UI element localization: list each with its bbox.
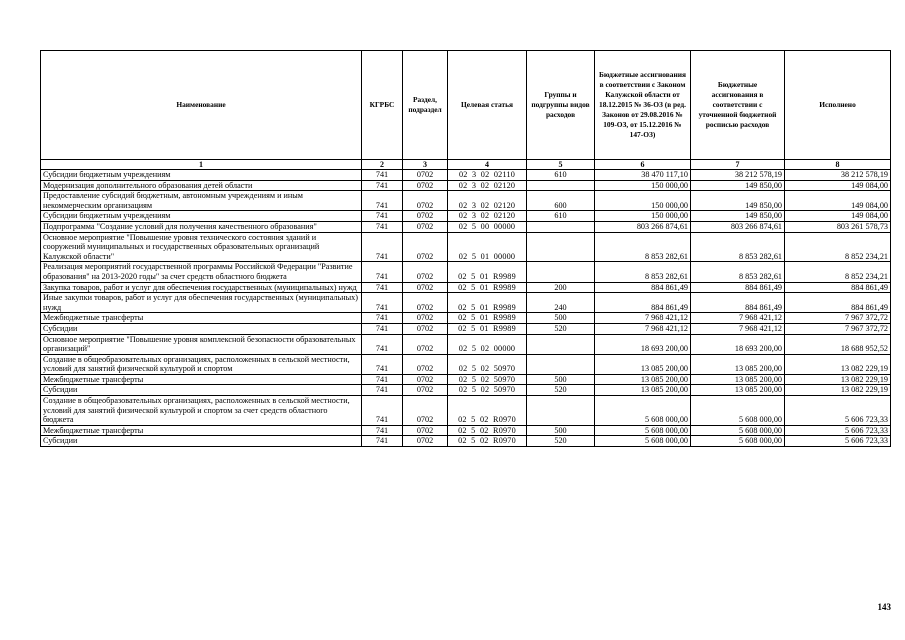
row-section: 0702 [403, 354, 448, 374]
row-budget-law: 7 968 421,12 [595, 323, 691, 334]
row-target: 02 3 02 02120 [448, 211, 527, 222]
row-name: Субсидии бюджетным учреждениям [41, 170, 362, 181]
row-target: 02 5 00 00000 [448, 221, 527, 232]
row-group: 520 [527, 436, 595, 447]
row-name: Субсидии бюджетным учреждениям [41, 211, 362, 222]
row-name: Предоставление субсидий бюджетным, автономным учреждениям и иным некоммерческим организациям [41, 191, 362, 211]
row-section: 0702 [403, 313, 448, 324]
row-name: Основное мероприятие "Повышение уровня технического состояния зданий и сооружений муниципальных и государственных образовательных организаций Калужской области" [41, 232, 362, 262]
header-row [41, 51, 891, 160]
row-kgrbs: 741 [362, 282, 403, 293]
row-section: 0702 [403, 221, 448, 232]
column-number: 4 [448, 160, 527, 170]
row-section: 0702 [403, 425, 448, 436]
row-budget-refined: 5 608 000,00 [691, 425, 785, 436]
row-budget-law: 5 608 000,00 [595, 436, 691, 447]
column-number: 7 [691, 160, 785, 170]
table-row [41, 385, 891, 396]
header-budget-refined: Бюджетные ассигнования в соответствии с уточненной бюджетной росписью расходов [691, 51, 785, 160]
table-row [41, 211, 891, 222]
row-executed: 13 082 229,19 [785, 354, 891, 374]
header-section: Раздел, подраздел [403, 51, 448, 160]
table-row [41, 334, 891, 354]
row-target: 02 5 01 R9989 [448, 313, 527, 324]
row-target: 02 3 02 02110 [448, 170, 527, 181]
row-target: 02 5 01 R9989 [448, 293, 527, 313]
row-executed: 8 852 234,21 [785, 232, 891, 262]
row-target: 02 5 01 R9989 [448, 282, 527, 293]
column-number: 6 [595, 160, 691, 170]
row-budget-refined: 38 212 578,19 [691, 170, 785, 181]
table-row [41, 232, 891, 262]
row-group [527, 221, 595, 232]
table-row [41, 396, 891, 426]
row-budget-law: 13 085 200,00 [595, 354, 691, 374]
row-section: 0702 [403, 211, 448, 222]
header-executed: Исполнено [785, 51, 891, 160]
row-budget-refined: 884 861,49 [691, 282, 785, 293]
budget-execution-table [40, 50, 891, 447]
row-target: 02 3 02 02120 [448, 191, 527, 211]
row-group: 500 [527, 425, 595, 436]
row-name: Субсидии [41, 385, 362, 396]
row-executed: 7 967 372,72 [785, 323, 891, 334]
row-section: 0702 [403, 180, 448, 191]
row-kgrbs: 741 [362, 211, 403, 222]
row-budget-refined: 149 850,00 [691, 211, 785, 222]
row-target: 02 5 01 00000 [448, 232, 527, 262]
row-group [527, 396, 595, 426]
row-kgrbs: 741 [362, 170, 403, 181]
row-budget-refined: 149 850,00 [691, 191, 785, 211]
row-target: 02 5 02 R0970 [448, 436, 527, 447]
row-group [527, 354, 595, 374]
row-budget-refined: 8 853 282,61 [691, 262, 785, 282]
row-kgrbs: 741 [362, 354, 403, 374]
row-group: 500 [527, 374, 595, 385]
table-row [41, 293, 891, 313]
row-section: 0702 [403, 436, 448, 447]
row-budget-refined: 803 266 874,61 [691, 221, 785, 232]
row-name: Межбюджетные трансферты [41, 425, 362, 436]
row-executed: 884 861,49 [785, 293, 891, 313]
row-group: 500 [527, 313, 595, 324]
row-target: 02 5 02 50970 [448, 374, 527, 385]
row-budget-law: 5 608 000,00 [595, 396, 691, 426]
row-executed: 884 861,49 [785, 282, 891, 293]
row-group [527, 232, 595, 262]
row-group [527, 262, 595, 282]
row-budget-law: 13 085 200,00 [595, 374, 691, 385]
header-target: Целевая статья [448, 51, 527, 160]
row-name: Межбюджетные трансферты [41, 374, 362, 385]
row-name: Подпрограмма "Создание условий для получения качественного образования" [41, 221, 362, 232]
row-budget-law: 884 861,49 [595, 293, 691, 313]
row-section: 0702 [403, 334, 448, 354]
row-budget-refined: 13 085 200,00 [691, 354, 785, 374]
row-budget-law: 803 266 874,61 [595, 221, 691, 232]
table-row [41, 180, 891, 191]
row-name: Иные закупки товаров, работ и услуг для обеспечения государственных (муниципальных) нужд [41, 293, 362, 313]
row-group: 240 [527, 293, 595, 313]
row-executed: 149 084,00 [785, 211, 891, 222]
row-budget-refined: 13 085 200,00 [691, 374, 785, 385]
row-budget-refined: 13 085 200,00 [691, 385, 785, 396]
row-name: Основное мероприятие "Повышение уровня комплексной безопасности образовательных организаций" [41, 334, 362, 354]
row-kgrbs: 741 [362, 436, 403, 447]
row-budget-law: 8 853 282,61 [595, 232, 691, 262]
row-target: 02 5 02 50970 [448, 385, 527, 396]
row-kgrbs: 741 [362, 221, 403, 232]
row-group: 520 [527, 385, 595, 396]
row-section: 0702 [403, 191, 448, 211]
row-target: 02 5 02 00000 [448, 334, 527, 354]
header-groups: Группы и подгруппы видов расходов [527, 51, 595, 160]
table-row [41, 354, 891, 374]
row-budget-refined: 5 608 000,00 [691, 396, 785, 426]
row-kgrbs: 741 [362, 334, 403, 354]
row-executed: 149 084,00 [785, 180, 891, 191]
row-budget-refined: 7 968 421,12 [691, 313, 785, 324]
row-kgrbs: 741 [362, 313, 403, 324]
row-kgrbs: 741 [362, 323, 403, 334]
table-row [41, 436, 891, 447]
row-section: 0702 [403, 323, 448, 334]
table-row [41, 191, 891, 211]
row-section: 0702 [403, 232, 448, 262]
row-budget-law: 18 693 200,00 [595, 334, 691, 354]
row-executed: 38 212 578,19 [785, 170, 891, 181]
row-kgrbs: 741 [362, 191, 403, 211]
row-executed: 149 084,00 [785, 191, 891, 211]
row-budget-law: 7 968 421,12 [595, 313, 691, 324]
row-target: 02 3 02 02120 [448, 180, 527, 191]
column-number: 8 [785, 160, 891, 170]
row-kgrbs: 741 [362, 262, 403, 282]
header-name: Наименование [41, 51, 362, 160]
row-group: 520 [527, 323, 595, 334]
row-group: 610 [527, 170, 595, 181]
row-budget-law: 8 853 282,61 [595, 262, 691, 282]
row-executed: 7 967 372,72 [785, 313, 891, 324]
row-name: Межбюджетные трансферты [41, 313, 362, 324]
row-name: Закупка товаров, работ и услуг для обеспечения государственных (муниципальных) нужд [41, 282, 362, 293]
row-target: 02 5 01 R9989 [448, 262, 527, 282]
column-number: 2 [362, 160, 403, 170]
row-section: 0702 [403, 374, 448, 385]
row-executed: 5 606 723,33 [785, 436, 891, 447]
row-executed: 8 852 234,21 [785, 262, 891, 282]
row-section: 0702 [403, 282, 448, 293]
row-section: 0702 [403, 170, 448, 181]
table-row [41, 170, 891, 181]
row-executed: 5 606 723,33 [785, 396, 891, 426]
row-budget-law: 150 000,00 [595, 211, 691, 222]
row-target: 02 5 02 R0970 [448, 425, 527, 436]
row-kgrbs: 741 [362, 385, 403, 396]
row-name: Реализация мероприятий государственной программы Российской Федерации "Развитие образования" на 2013-2020 годы" за счет средств областного бюджета [41, 262, 362, 282]
row-budget-refined: 149 850,00 [691, 180, 785, 191]
table-row [41, 221, 891, 232]
row-budget-refined: 7 968 421,12 [691, 323, 785, 334]
row-executed: 5 606 723,33 [785, 425, 891, 436]
header-budget-law: Бюджетные ассигнования в соответствии с Законом Калужской области от 18.12.2015 № 36-ОЗ (в ред. Законов от 29.08.2016 № 109-ОЗ, от 15.12.2016 № 147-ОЗ) [595, 51, 691, 160]
row-name: Субсидии [41, 436, 362, 447]
row-group: 200 [527, 282, 595, 293]
row-target: 02 5 02 50970 [448, 354, 527, 374]
row-budget-refined: 18 693 200,00 [691, 334, 785, 354]
column-number: 5 [527, 160, 595, 170]
row-executed: 13 082 229,19 [785, 385, 891, 396]
row-budget-law: 150 000,00 [595, 180, 691, 191]
row-target: 02 5 02 R0970 [448, 396, 527, 426]
row-section: 0702 [403, 396, 448, 426]
row-kgrbs: 741 [362, 396, 403, 426]
row-budget-law: 13 085 200,00 [595, 385, 691, 396]
table-row [41, 374, 891, 385]
row-group: 610 [527, 211, 595, 222]
table-row [41, 323, 891, 334]
row-budget-law: 884 861,49 [595, 282, 691, 293]
row-budget-refined: 8 853 282,61 [691, 232, 785, 262]
table-row [41, 425, 891, 436]
row-executed: 13 082 229,19 [785, 374, 891, 385]
budget-table-sheet [40, 50, 890, 447]
row-group [527, 180, 595, 191]
row-budget-refined: 5 608 000,00 [691, 436, 785, 447]
row-section: 0702 [403, 385, 448, 396]
row-name: Субсидии [41, 323, 362, 334]
row-target: 02 5 01 R9989 [448, 323, 527, 334]
row-executed: 803 261 578,73 [785, 221, 891, 232]
column-number: 3 [403, 160, 448, 170]
row-budget-law: 150 000,00 [595, 191, 691, 211]
row-executed: 18 688 952,52 [785, 334, 891, 354]
row-kgrbs: 741 [362, 180, 403, 191]
column-number-row [41, 160, 891, 170]
table-row [41, 282, 891, 293]
table-row [41, 313, 891, 324]
row-kgrbs: 741 [362, 425, 403, 436]
row-name: Создание в общеобразовательных организациях, расположенных в сельской местности, условий для занятий физической культурой и спортом за счет средств областного бюджета [41, 396, 362, 426]
page-number: 143 [877, 602, 891, 612]
row-kgrbs: 741 [362, 293, 403, 313]
table-row [41, 262, 891, 282]
row-group [527, 334, 595, 354]
row-kgrbs: 741 [362, 374, 403, 385]
header-kgrbs: КГРБС [362, 51, 403, 160]
row-section: 0702 [403, 293, 448, 313]
row-budget-refined: 884 861,49 [691, 293, 785, 313]
row-group: 600 [527, 191, 595, 211]
row-section: 0702 [403, 262, 448, 282]
row-name: Создание в общеобразовательных организациях, расположенных в сельской местности, условий для занятий физической культурой и спортом [41, 354, 362, 374]
row-kgrbs: 741 [362, 232, 403, 262]
row-name: Модернизация дополнительного образования детей области [41, 180, 362, 191]
row-budget-law: 5 608 000,00 [595, 425, 691, 436]
column-number: 1 [41, 160, 362, 170]
row-budget-law: 38 470 117,10 [595, 170, 691, 181]
